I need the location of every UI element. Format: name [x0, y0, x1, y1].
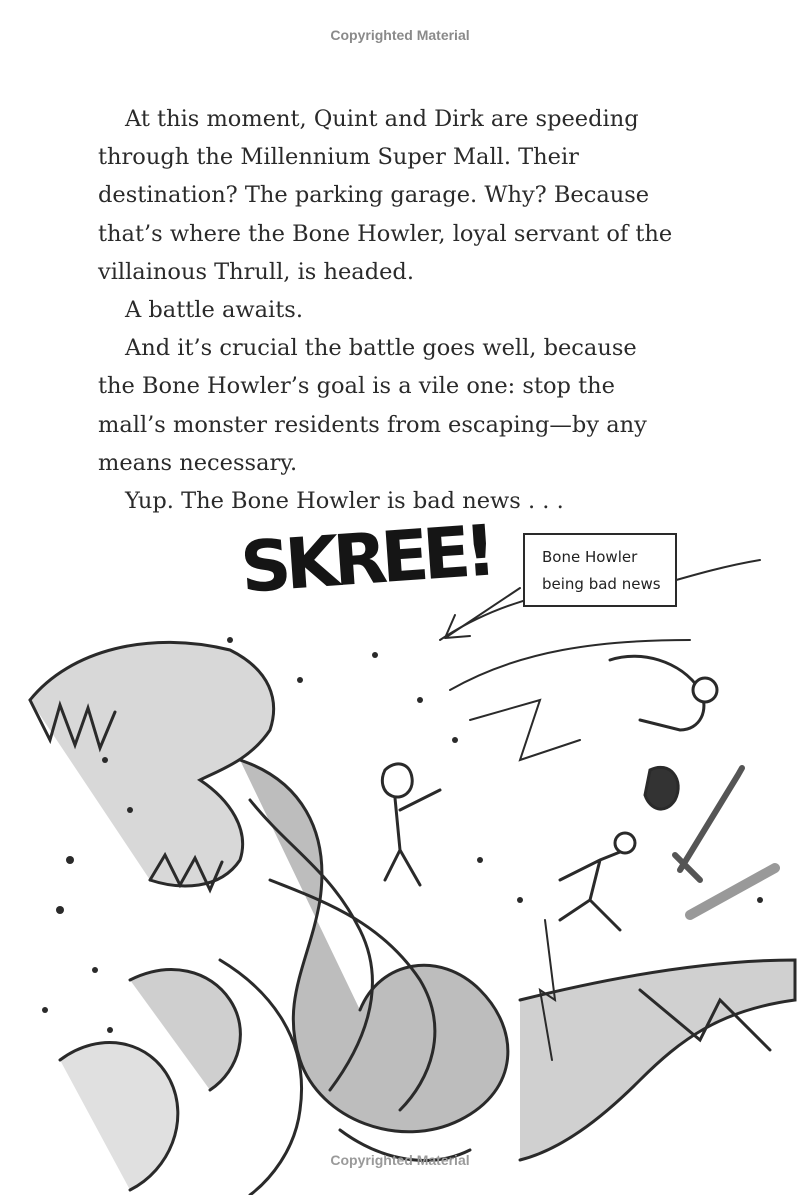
- caption-box: [523, 533, 677, 607]
- battle-illustration: [0, 520, 800, 1195]
- text-line: Yup. The Bone Howler is bad news . . .: [125, 488, 564, 515]
- sword: [675, 768, 742, 880]
- copyright-watermark-bottom: Copyrighted Material: [330, 1152, 470, 1168]
- sound-effect-text: SKREE!: [238, 509, 494, 609]
- hero-figure: [382, 764, 412, 797]
- text-line: destination? The parking garage. Why? Because: [98, 182, 650, 209]
- caption-line: Bone Howler: [542, 548, 638, 566]
- text-line: that’s where the Bone Howler, loyal servant of the: [98, 220, 673, 247]
- falling-figure: [560, 850, 625, 930]
- text-line: means necessary.: [98, 449, 298, 476]
- body-text: [98, 100, 698, 520]
- text-line: A battle awaits.: [125, 297, 303, 324]
- copyright-watermark-top: Copyrighted Material: [330, 27, 470, 43]
- monster-body: [240, 760, 508, 1132]
- plank: [690, 868, 775, 915]
- falling-figure: [610, 656, 704, 730]
- text-line: the Bone Howler’s goal is a vile one: stop the: [98, 373, 615, 400]
- monster-skull: [30, 642, 274, 886]
- text-line: through the Millennium Super Mall. Their: [98, 144, 579, 171]
- text-line: villainous Thrull, is headed.: [98, 258, 414, 285]
- caption-line: being bad news: [542, 575, 661, 593]
- text-line: mall’s monster residents from escaping—by any: [98, 411, 647, 438]
- monster-claw: [520, 960, 795, 1160]
- caption-arrow: [445, 588, 520, 638]
- text-line: At this moment, Quint and Dirk are speeding: [125, 106, 639, 132]
- text-line: And it’s crucial the battle goes well, because: [125, 335, 637, 362]
